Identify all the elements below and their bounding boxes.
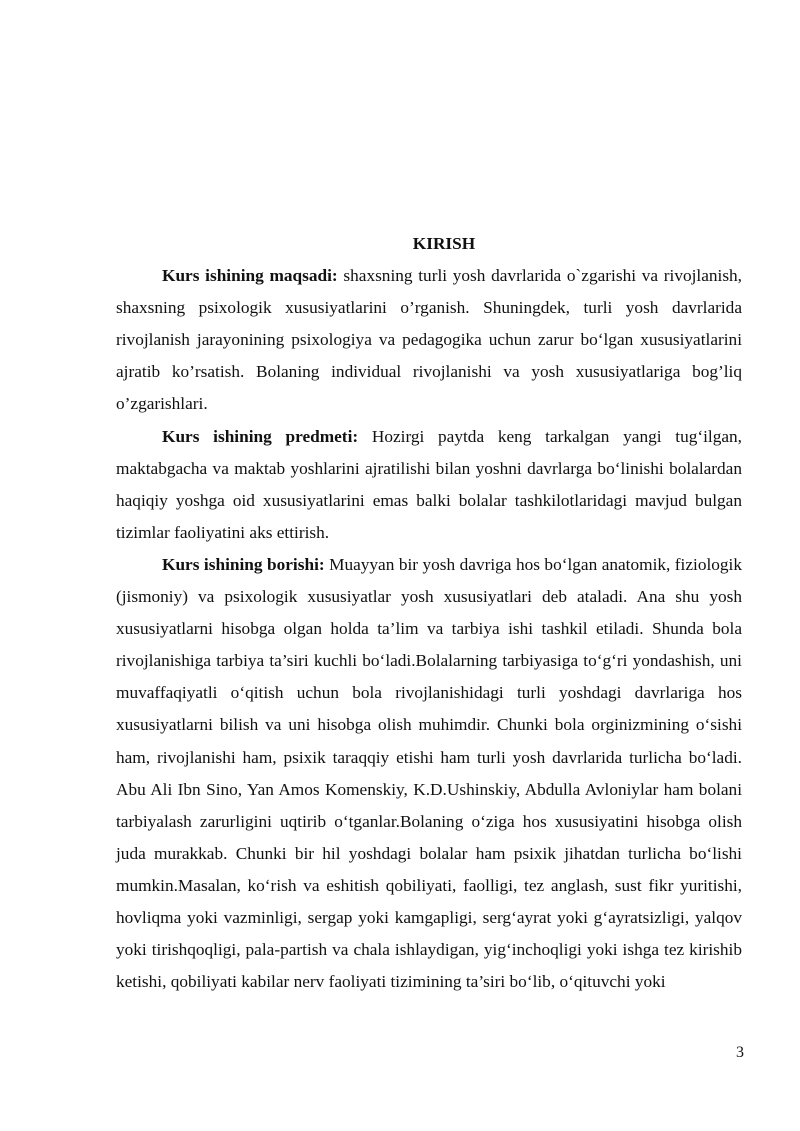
paragraph-text: Hozirgi paytda keng tarkalgan yangi tug‘ilgan, maktabgacha va maktab yoshlarini ajratilishi bilan yoshni davrlarga bo‘linishi bolalardan haqiqiy yoshga oid xususiyatlarini emas balki bolalar tashkilotlaridagi mavjud bulgan tizimlar faoliyatini aks ettirish. — [116, 426, 742, 542]
paragraph-subject — [116, 421, 742, 549]
paragraph-progress — [116, 549, 742, 998]
paragraph-lead: Kurs ishining predmeti: — [162, 426, 359, 446]
page-content — [116, 228, 742, 998]
paragraph-text: Muayyan bir yosh davriga hos bo‘lgan anatomik, fiziologik (jismoniy) va psixologik xususiyatlar yosh xususiyatlari deb ataladi. Ana shu yosh xususiyatlarni hisobga olgan holda ta’lim va tarbiya ishi tashkil etiladi. Shunda bola rivojlanishiga tarbiya ta’siri kuchli bo‘ladi.Bolalarning tarbiyasiga to‘g‘ri yondashish, uni muvaffaqiyatli o‘qitish uchun bola rivojlanishidagi turli yoshdagi davrlariga hos xususiyatlarni bilish va uni hisobga olish muhimdir. Chunki bola orginizmining o‘sishi ham, rivojlanishi ham, psixik taraqqiy etishi ham turli yosh davrlarida turlicha bo‘ladi. Abu Ali Ibn Sino, Yan Amos Komenskiy, K.D.Ushinskiy, Abdulla Avloniylar ham bolani tarbiyalash zarurligini uqtirib o‘tganlar.Bolaning o‘ziga hos xususiyatini hisobga olish juda murakkab. Chunki bir hil yoshdagi bolalar ham psixik jihatdan turlicha bo‘lishi mumkin.Masalan, ko‘rish va eshitish qobiliyati, faolligi, tez anglash, sust fikr yuritishi, hovliqma yoki vazminligi, sergap yoki kamgapligi, serg‘ayrat yoki g‘ayratsizligi, yalqov yoki tirishqoqligi, pala-partish va chala ishlaydigan, yig‘inchoqligi yoki ishga tez kirishib ketishi, qobiliyati kabilar nerv faoliyati tizimining ta’siri bo‘lib, o‘qituvchi yoki — [116, 554, 742, 992]
paragraph-text: shaxsning turli yosh davrlarida o`zgarishi va rivojlanish, shaxsning psixologik xususiyatlarini o’rganish. Shuningdek, turli yosh davrlarida rivojlanish jarayonining psixologiya va pedagogika uchun zarur bo‘lgan xususiyatlarini ajratib ko’rsatish. Bolaning individual rivojlanishi va yosh xususiyatlariga bog’liq o’zgarishlari. — [116, 266, 743, 414]
paragraph-goal — [116, 260, 742, 420]
paragraph-lead: Kurs ishining maqsadi: — [162, 266, 338, 286]
paragraph-lead: Kurs ishining borishi: — [162, 554, 325, 574]
page-number: 3 — [736, 1044, 744, 1061]
section-heading: KIRISH — [412, 234, 476, 253]
